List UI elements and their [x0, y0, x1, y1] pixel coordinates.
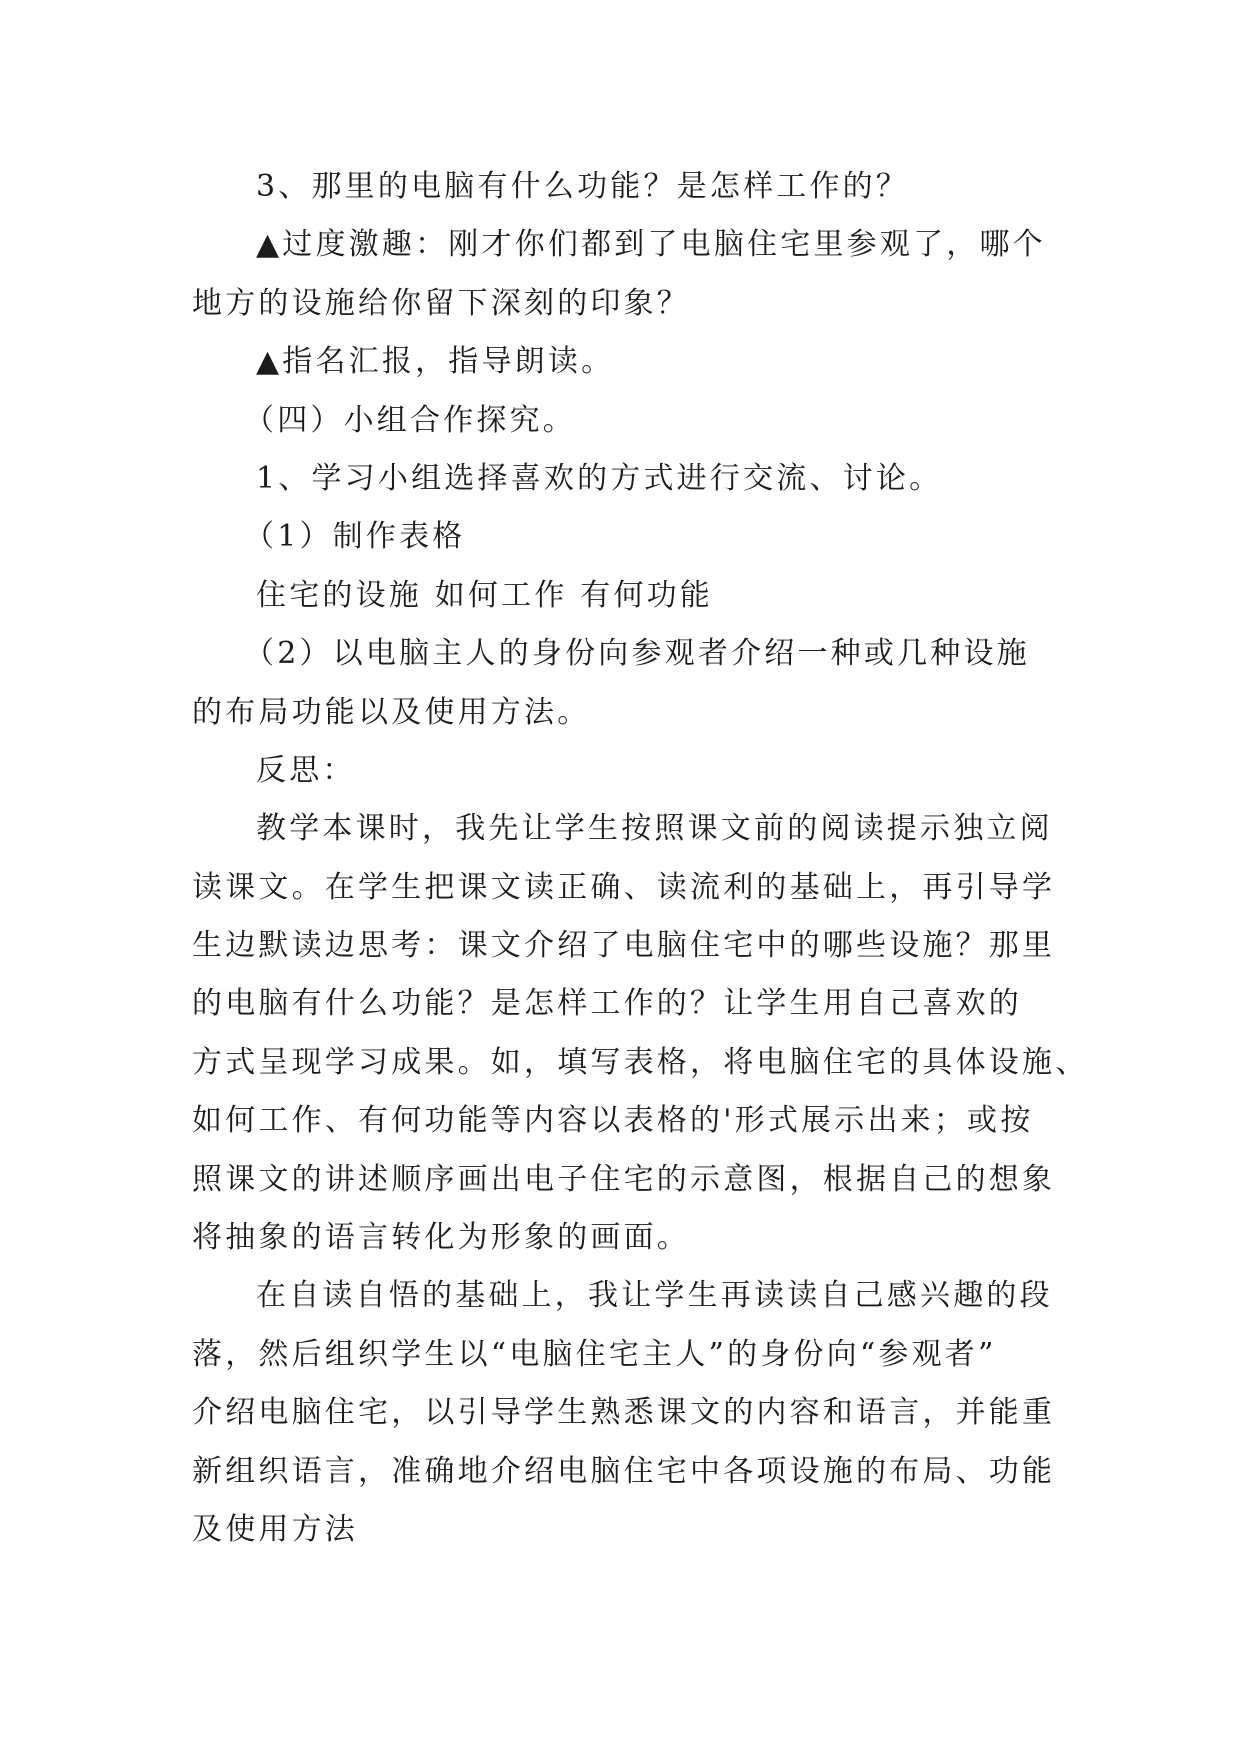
text-line: ▲过度激趣：刚才你们都到了电脑住宅里参观了，哪个: [256, 227, 1046, 263]
text-line: 住宅的设施 如何工作 有何功能: [256, 577, 714, 613]
text-line: 如何工作、有何功能等内容以表格的'形式展示出来；或按: [192, 1103, 1034, 1139]
text-line: 的布局功能以及使用方法。: [192, 694, 591, 730]
text-line: 新组织语言，准确地介绍电脑住宅中各项设施的布局、功能: [192, 1453, 1056, 1489]
text-line: 介绍电脑住宅，以引导学生熟悉课文的内容和语言，并能重: [192, 1395, 1056, 1431]
text-line: 3、那里的电脑有什么功能？是怎样工作的？: [256, 169, 910, 204]
text-line: 将抽象的语言转化为形象的画面。: [192, 1220, 690, 1256]
text-line: 落，然后组织学生以“电脑住宅主人”的身份向“参观者”: [192, 1336, 997, 1372]
text-line: （四）小组合作探究。: [244, 402, 576, 438]
text-line: 方式呈现学习成果。如，填写表格，将电脑住宅的具体设施、: [192, 1044, 1089, 1080]
text-line: 在自读自悟的基础上，我让学生再读读自己感兴趣的段: [256, 1278, 1053, 1314]
text-line: （2）以电脑主人的身份向参观者介绍一种或几种设施: [244, 636, 1030, 672]
text-line: 的电脑有什么功能？是怎样工作的？让学生用自己喜欢的: [192, 986, 1022, 1022]
document-body: [192, 158, 1089, 1559]
text-line: 教学本课时，我先让学生按照课文前的阅读提示独立阅: [256, 811, 1053, 847]
text-line: 及使用方法: [192, 1511, 358, 1547]
text-line: 1、学习小组选择喜欢的方式进行交流、讨论。: [256, 460, 943, 496]
text-line: 生边默读边思考：课文介绍了电脑住宅中的哪些设施？那里: [192, 928, 1056, 964]
text-line: 读课文。在学生把课文读正确、读流利的基础上，再引导学: [192, 869, 1056, 905]
text-line: （1）制作表格: [244, 519, 466, 555]
text-line: 地方的设施给你留下深刻的印象？: [192, 285, 690, 321]
text-line: ▲指名汇报，指导朗读。: [256, 344, 615, 380]
text-line: 照课文的讲述顺序画出电子住宅的示意图，根据自己的想象: [192, 1161, 1056, 1197]
text-line: 反思：: [256, 752, 356, 788]
